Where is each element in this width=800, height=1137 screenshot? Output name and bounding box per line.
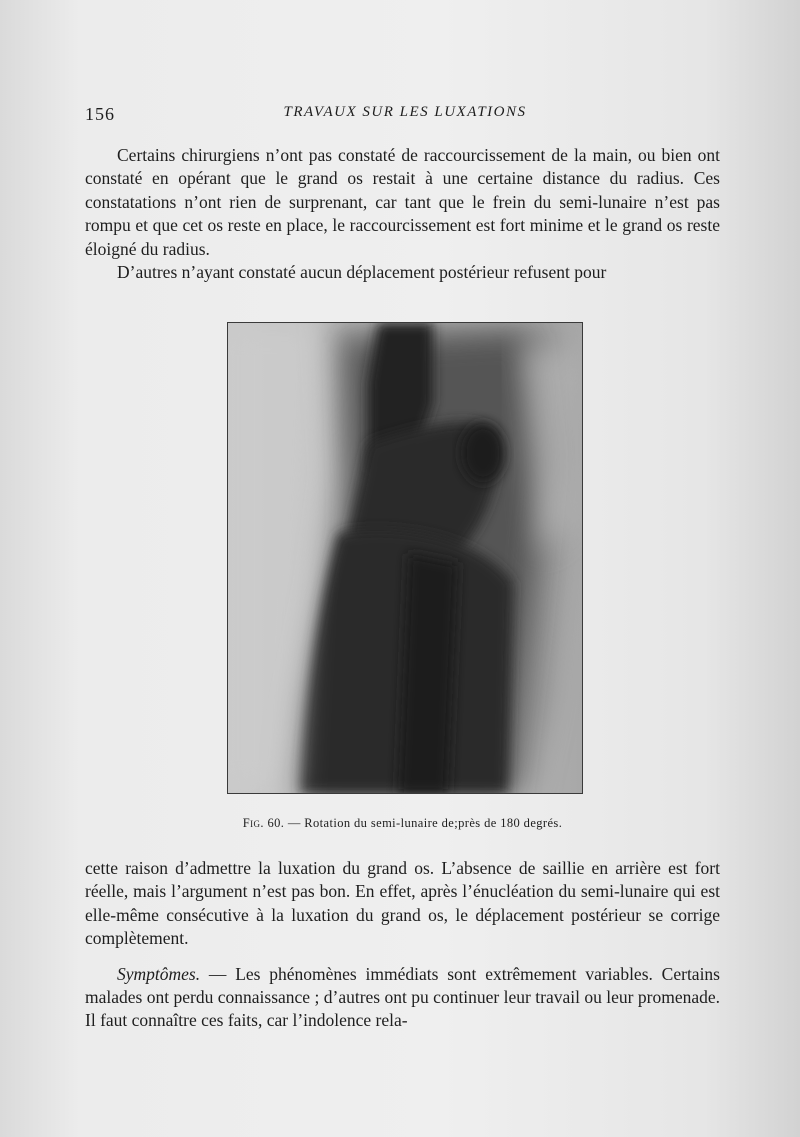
paragraph: cette raison d’admettre la luxation du grand os. L’absence de saillie en arrière est fort réelle, mais l’argument n’est pas bon. En effet, après l’énucléation du semi-lunaire qui est elle-même consécutive à la luxation du grand os, le déplacement postérieur se corrige complètement. xyxy=(85,858,720,949)
text-block-top xyxy=(85,144,720,284)
paragraph: Certains chirurgiens n’ont pas constaté de raccourcissement de la main, ou bien ont constaté en opérant que le grand os restait à une certaine distance du radius. Ces constatations n’ont rien de surprenant, car tant que le frein du semi-lunaire n’est pas rompu et que cet os reste en place, le raccourcissement est fort minime et le grand os reste éloigné du radius. xyxy=(85,145,720,259)
page-number: 156 xyxy=(85,104,115,124)
running-title: TRAVAUX SUR LES LUXATIONS xyxy=(283,104,527,120)
section-heading: Symptômes. xyxy=(117,963,201,984)
text-block-bottom xyxy=(85,857,720,1033)
figure-label: Fig. 60. xyxy=(242,816,285,830)
figure-frame xyxy=(227,322,583,794)
symptoms-paragraph xyxy=(85,963,720,1033)
figure-caption-text: — Rotation du semi-lunaire de;près de 180 degrés. xyxy=(284,816,563,830)
figure-caption xyxy=(85,816,720,831)
paragraph: D’autres n’ayant constaté aucun déplacement postérieur refusent pour xyxy=(117,262,607,283)
symptoms-text: — Les phénomènes immédiats sont extrêmement variables. Certains malades ont perdu connaissance ; d’autres ont pu continuer leur travail ou leur promenade. Il faut connaître ces faits, car l’indolence rela- xyxy=(85,963,720,1031)
page-header xyxy=(85,104,725,130)
wrist-xray-image xyxy=(228,323,582,793)
